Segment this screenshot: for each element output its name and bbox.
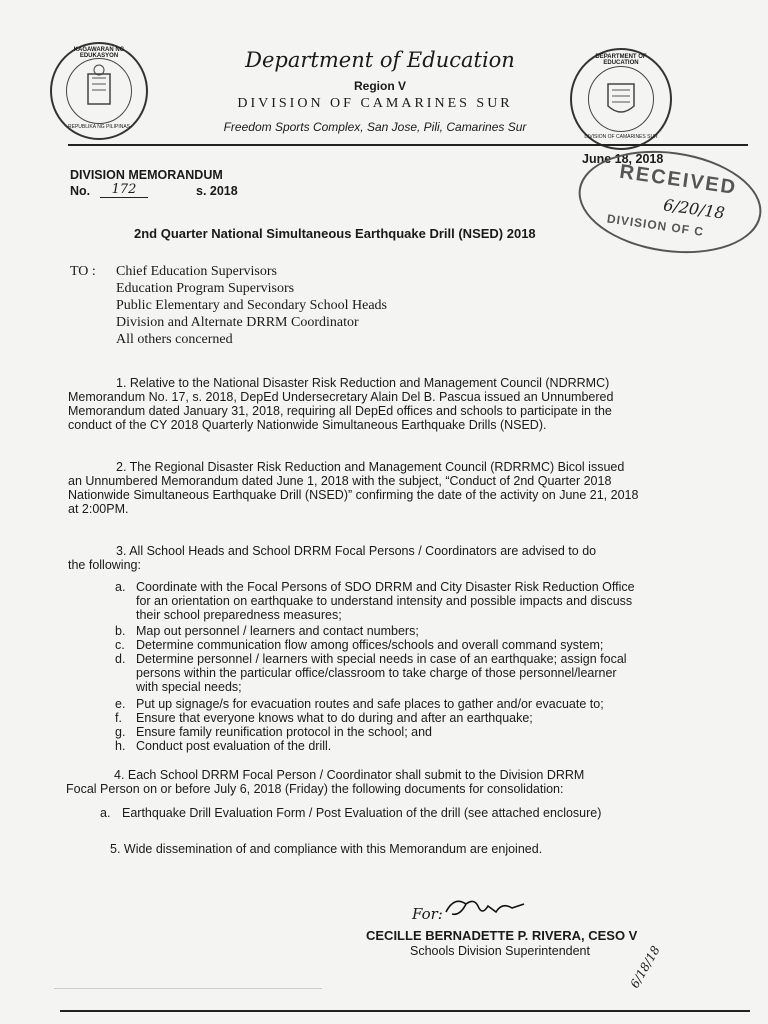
to-recipient: Division and Alternate DRRM Coordinator [116, 315, 359, 330]
list-letter: b. [115, 624, 126, 638]
deped-seal-right [570, 48, 672, 150]
paragraph-line: Memorandum dated January 31, 2018, requiring all DepEd offices and schools to participate in the [68, 404, 612, 418]
stamp-received: RECEIVED [618, 160, 739, 200]
to-recipient: Public Elementary and Secondary School Heads [116, 298, 387, 313]
paragraph-line: 2. The Regional Disaster Risk Reduction and Management Council (RDRRMC) Bicol issued [116, 460, 625, 474]
list-item-d [136, 652, 736, 694]
signature-initials: 6/18/18 [627, 943, 663, 991]
list-item-f [136, 711, 736, 725]
list-line: for an orientation on earthquake to understand intensity and possible impacts and discuss [136, 594, 633, 608]
stamp-date: 6/20/18 [662, 195, 726, 223]
department-title: Department of Education [245, 48, 515, 72]
left-seal-bottom: REPUBLIKA NG PILIPINAS [68, 124, 130, 130]
paragraph-line: the following: [68, 558, 141, 572]
paragraph-line: 1. Relative to the National Disaster Risk Reduction and Management Council (NDRRMC) [116, 376, 610, 390]
paragraph-line: Memorandum No. 17, s. 2018, DepEd Undersecretary Alain Del B. Pascua issued an Unnumbered [68, 390, 614, 404]
list-item-a [136, 580, 736, 622]
deped-seal-left [50, 42, 148, 140]
list-letter: f. [115, 711, 122, 725]
list-letter: e. [115, 697, 126, 711]
signatory-title: Schools Division Superintendent [410, 944, 590, 958]
list-item-e [136, 697, 736, 711]
list-letter: c. [115, 638, 125, 652]
paragraph-line: 4. Each School DRRM Focal Person / Coordinator shall submit to the Division DRRM [114, 768, 585, 782]
list-letter: h. [115, 739, 126, 753]
paragraph-3 [68, 544, 748, 572]
footer-faint-line [54, 988, 322, 989]
list-letter: a. [100, 806, 111, 820]
to-recipient: Chief Education Supervisors [116, 264, 277, 279]
paragraph-line: 3. All School Heads and School DRRM Focal Persons / Coordinators are advised to do [116, 544, 597, 558]
memo-type: DIVISION MEMORANDUM [70, 168, 223, 182]
paragraph-1 [68, 376, 748, 432]
footer-divider [60, 1010, 750, 1012]
memo-no-label: No. [70, 184, 91, 198]
to-label: TO : [70, 264, 96, 279]
list-item-h [136, 739, 736, 753]
memo-series: s. 2018 [196, 184, 238, 198]
right-seal-text: DEPARTMENT OF EDUCATION [595, 54, 647, 66]
list-item-c [136, 638, 736, 652]
list-line: with special needs; [136, 680, 242, 694]
paragraph-2 [68, 460, 748, 516]
list-line: Ensure that everyone knows what to do during and after an earthquake; [136, 711, 533, 725]
to-recipient: Education Program Supervisors [116, 281, 295, 296]
list-line: Ensure family reunification protocol in the school; and [136, 725, 432, 739]
list-line: Map out personnel / learners and contact numbers; [136, 624, 419, 638]
signature-scribble-icon [440, 892, 530, 928]
paragraph-4 [66, 768, 746, 796]
region-label: Region V [353, 79, 406, 93]
list-line: Coordinate with the Focal Persons of SDO DRRM and City Disaster Risk Reduction Office [136, 580, 635, 594]
memo-no-value: 172 [100, 182, 148, 198]
address: Freedom Sports Complex, San Jose, Pili, Camarines Sur [223, 120, 527, 134]
stamp-bottom: DIVISION OF C [606, 211, 705, 239]
header-divider [68, 144, 748, 146]
to-recipient: All others concerned [116, 332, 233, 347]
list-item-g [136, 725, 736, 739]
division-name: DIVISION OF CAMARINES SUR [237, 96, 513, 111]
paragraph-line: at 2:00PM. [68, 502, 129, 516]
list-letter: d. [115, 652, 126, 666]
right-seal-bottom: DIVISION OF CAMARINES SUR [584, 134, 658, 140]
paragraph-line: Focal Person on or before July 6, 2018 (Friday) the following documents for consolidation: [66, 782, 564, 796]
list-item-4a: Earthquake Drill Evaluation Form / Post Evaluation of the drill (see attached enclosure) [122, 806, 602, 820]
signature-for: For: [412, 905, 443, 923]
list-line: persons within the particular office/classroom to take charge of those personnel/learner [136, 666, 617, 680]
left-seal-text: KAGAWARAN NG EDUKASYON [73, 47, 125, 59]
list-line: Determine communication flow among offices/schools and overall command system; [136, 638, 604, 652]
memo-subject: 2nd Quarter National Simultaneous Earthquake Drill (NSED) 2018 [134, 226, 536, 241]
list-line: Conduct post evaluation of the drill. [136, 739, 332, 753]
list-line: Determine personnel / learners with special needs in case of an earthquake; assign focal [136, 652, 627, 666]
list-letter: a. [115, 580, 126, 594]
memo-date: June 18, 2018 [582, 152, 664, 166]
paragraph-line: conduct of the CY 2018 Quarterly Nationwide Simultaneous Earthquake Drills (NSED). [68, 418, 547, 432]
paragraph-5: 5. Wide dissemination of and compliance with this Memorandum are enjoined. [110, 842, 543, 856]
paragraph-line: an Unnumbered Memorandum dated June 1, 2018 with the subject, “Conduct of 2nd Quarter 2018 [68, 474, 612, 488]
list-line: their school preparedness measures; [136, 608, 342, 622]
signatory-name: CECILLE BERNADETTE P. RIVERA, CESO V [366, 928, 638, 943]
list-line: Put up signage/s for evacuation routes and safe places to gather and/or evacuate to; [136, 697, 604, 711]
list-item-b [136, 624, 736, 638]
list-letter: g. [115, 725, 126, 739]
paragraph-line: Nationwide Simultaneous Earthquake Drill (NSED)” confirming the date of the activity on June 21, 2018 [68, 488, 639, 502]
